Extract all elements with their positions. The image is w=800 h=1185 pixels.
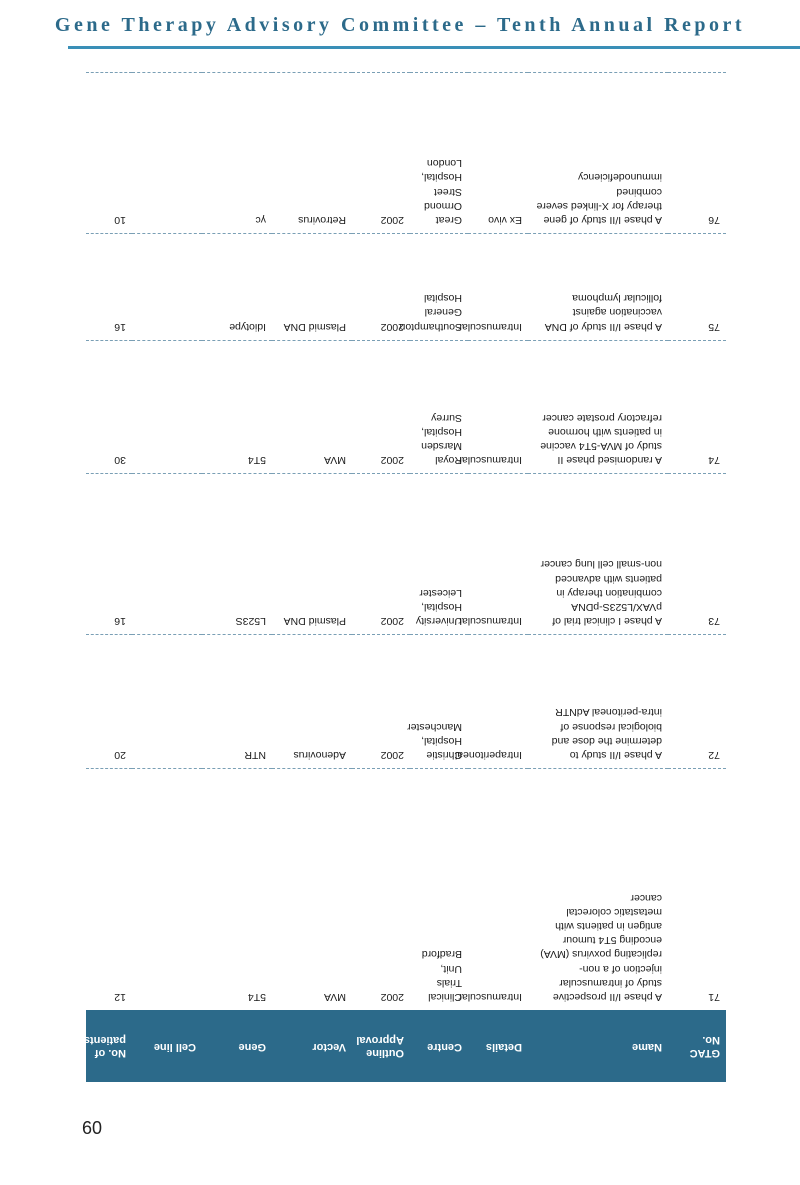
cell-details: Intramuscular	[468, 768, 528, 1010]
cell-vector: Plasmid DNA	[272, 233, 352, 340]
cell-name: A phase I/II study of DNA vaccination against follicular lymphoma	[528, 233, 668, 340]
column-header-cell-line: Cell line	[132, 1010, 202, 1082]
cell-gene: 5T4	[202, 340, 272, 474]
cell-patients: 16	[86, 474, 132, 635]
cell-name: A phase I/II study to determine the dose and biological response of intra-peritoneal AdNTR	[528, 635, 668, 769]
column-header-name: Name	[528, 1010, 668, 1082]
table-row	[86, 768, 726, 1010]
column-header-vector: Vector	[272, 1010, 352, 1082]
table-row	[86, 340, 726, 474]
cell-centre: University Hospital, Leicester	[410, 474, 468, 635]
cell-outline-approval: 2002	[352, 233, 410, 340]
table-row	[86, 474, 726, 635]
cell-gtac: 75	[668, 233, 726, 340]
cell-patients: 20	[86, 635, 132, 769]
cell-outline-approval: 2002	[352, 768, 410, 1010]
cell-patients: 12	[86, 768, 132, 1010]
cell-centre: Southampton General Hospital	[410, 233, 468, 340]
report-title: Gene Therapy Advisory Committee – Tenth Annual Report	[54, 14, 746, 36]
gtac-protocols-table	[83, 72, 726, 1082]
cell-vector: Retrovirus	[272, 73, 352, 234]
cell-outline-approval: 2002	[352, 340, 410, 474]
cell-gene: Idiotype	[202, 233, 272, 340]
column-header-gene: Gene	[202, 1010, 272, 1082]
cell-outline-approval: 2002	[352, 635, 410, 769]
cell-details: Ex vivo	[468, 73, 528, 234]
cell-gene: γc	[202, 73, 272, 234]
cell-centre: Christie Hospital, Manchester	[410, 635, 468, 769]
cell-patients: 30	[86, 340, 132, 474]
cell-centre: Royal Marsden Hospital, Surrey	[410, 340, 468, 474]
column-header-details: Details	[468, 1010, 528, 1082]
table-row	[86, 635, 726, 769]
cell-gtac: 72	[668, 635, 726, 769]
cell-gtac: 71	[668, 768, 726, 1010]
column-header-centre: Centre	[410, 1010, 468, 1082]
table-row	[86, 73, 726, 234]
column-header-no-of-patients: No. of patients	[86, 1010, 132, 1082]
cell-cell-line	[132, 768, 202, 1010]
cell-centre: Great Ormond Street Hospital, London	[410, 73, 468, 234]
cell-gene: NTR	[202, 635, 272, 769]
cell-gene: 5T4	[202, 768, 272, 1010]
cell-name: A phase I/II study of gene therapy for X-linked severe combined immunodeficiency	[528, 73, 668, 234]
cell-cell-line	[132, 474, 202, 635]
cell-name: A phase I clinical trial of pVAX/L523S-pDNA combination therapy in patients with advanced non-small cell lung cancer	[528, 474, 668, 635]
cell-outline-approval: 2002	[352, 73, 410, 234]
cell-details: Intramuscular	[468, 233, 528, 340]
cell-centre: Clinical Trials Unit, Bradford	[410, 768, 468, 1010]
cell-patients: 16	[86, 233, 132, 340]
cell-vector: MVA	[272, 340, 352, 474]
cell-name: A phase I/II prospective study of intramuscular injection of a non-replicating poxvirus (MVA) encoding 5T4 tumour antigen in patients with metastatic colorectal cancer	[528, 768, 668, 1010]
cell-gene: L523S	[202, 474, 272, 635]
table-header-row	[86, 1010, 726, 1082]
cell-vector: MVA	[272, 768, 352, 1010]
cell-outline-approval: 2002	[352, 474, 410, 635]
cell-cell-line	[132, 340, 202, 474]
cell-vector: Adenovirus	[272, 635, 352, 769]
table-row	[86, 233, 726, 340]
column-header-gtac-no: GTAC No.	[668, 1010, 726, 1082]
cell-cell-line	[132, 635, 202, 769]
cell-details: Intramuscular	[468, 340, 528, 474]
cell-patients: 10	[86, 73, 132, 234]
cell-name: A randomised phase II study of MVA-5T4 vaccine in patients with hormone refractory prostate cancer	[528, 340, 668, 474]
header-rule	[68, 46, 800, 49]
cell-gtac: 73	[668, 474, 726, 635]
cell-gtac: 76	[668, 73, 726, 234]
cell-details: Intraperitoneal	[468, 635, 528, 769]
page-number: 60	[82, 1118, 103, 1138]
cell-vector: Plasmid DNA	[272, 474, 352, 635]
cell-cell-line	[132, 233, 202, 340]
page-header	[0, 0, 800, 56]
cell-cell-line	[132, 73, 202, 234]
column-header-outline-approval: Outline Approval	[352, 1010, 410, 1082]
cell-gtac: 74	[668, 340, 726, 474]
rotated-table-container	[83, 72, 726, 1082]
cell-details: Intramuscular	[468, 474, 528, 635]
